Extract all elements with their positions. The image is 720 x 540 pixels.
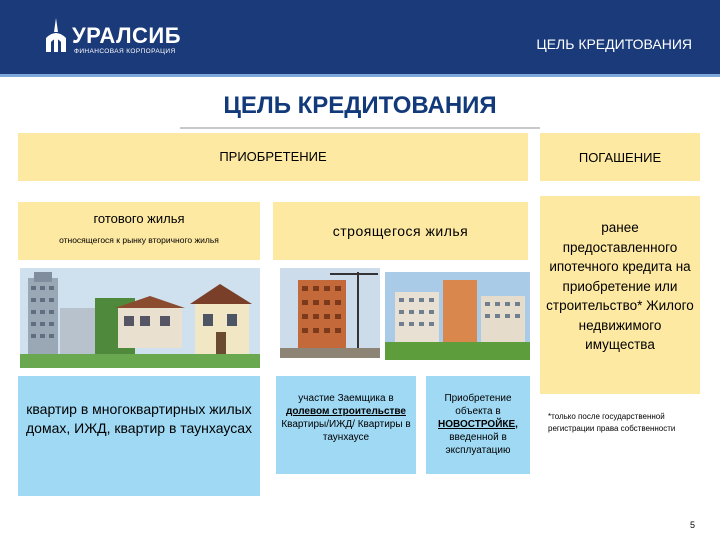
under-construction-title: строящегося жилья xyxy=(332,223,469,239)
shared-construction-text xyxy=(280,392,412,444)
acquisition-box xyxy=(18,133,528,181)
new-building-photo xyxy=(385,272,530,360)
repayment-text: ранее предоставленного ипотечного кредита на приобретение или строительство* Жилого недвижимого имущества xyxy=(546,220,694,352)
new-building-box xyxy=(426,376,530,474)
shared-construction-box xyxy=(276,376,416,474)
uralsib-logo xyxy=(42,16,182,60)
logo-name: УРАЛСИБ xyxy=(72,23,182,48)
header-bar xyxy=(0,0,720,77)
page-number: 5 xyxy=(690,520,696,530)
ready-housing-photo xyxy=(20,268,260,368)
new-building-line2: введенной в эксплуатацию xyxy=(445,432,511,456)
ready-housing-description-box xyxy=(18,376,260,496)
ready-housing-description: квартир в многоквартирных жилых домах, ИЖД, квартир в таунхаусах xyxy=(25,401,253,436)
shared-construction-line1: участие Заемщика в xyxy=(298,393,394,404)
shared-construction-underlined: долевом строительстве xyxy=(286,406,406,417)
construction-site-photo xyxy=(280,268,380,358)
page-title: ЦЕЛЬ КРЕДИТОВАНИЯ xyxy=(223,92,497,119)
ready-housing-subtitle: относящегося к рынку вторичного жилья xyxy=(59,235,219,245)
new-building-line1: Приобретение объекта в xyxy=(444,393,512,417)
new-building-text xyxy=(430,392,526,457)
new-building-underlined: НОВОСТРОЙКЕ, xyxy=(438,419,518,430)
under-construction-box xyxy=(273,202,528,260)
repayment-text-box xyxy=(540,196,700,394)
logo-emblem-icon xyxy=(42,16,70,56)
title-divider xyxy=(180,127,540,129)
acquisition-label: ПРИОБРЕТЕНИЕ xyxy=(219,149,327,164)
ready-housing-box xyxy=(18,202,260,260)
logo-subtitle: ФИНАНСОВАЯ КОРПОРАЦИЯ xyxy=(74,48,176,55)
repayment-box xyxy=(540,133,700,181)
shared-construction-line2: Квартиры/ИЖД/ Квартиры в таунхаусе xyxy=(281,419,411,443)
header-title: ЦЕЛЬ КРЕДИТОВАНИЯ xyxy=(536,36,692,52)
repayment-footnote: *только после государственной регистрации права собственности xyxy=(548,412,676,433)
repayment-label: ПОГАШЕНИЕ xyxy=(578,150,662,165)
ready-housing-title: готового жилья xyxy=(93,211,185,226)
